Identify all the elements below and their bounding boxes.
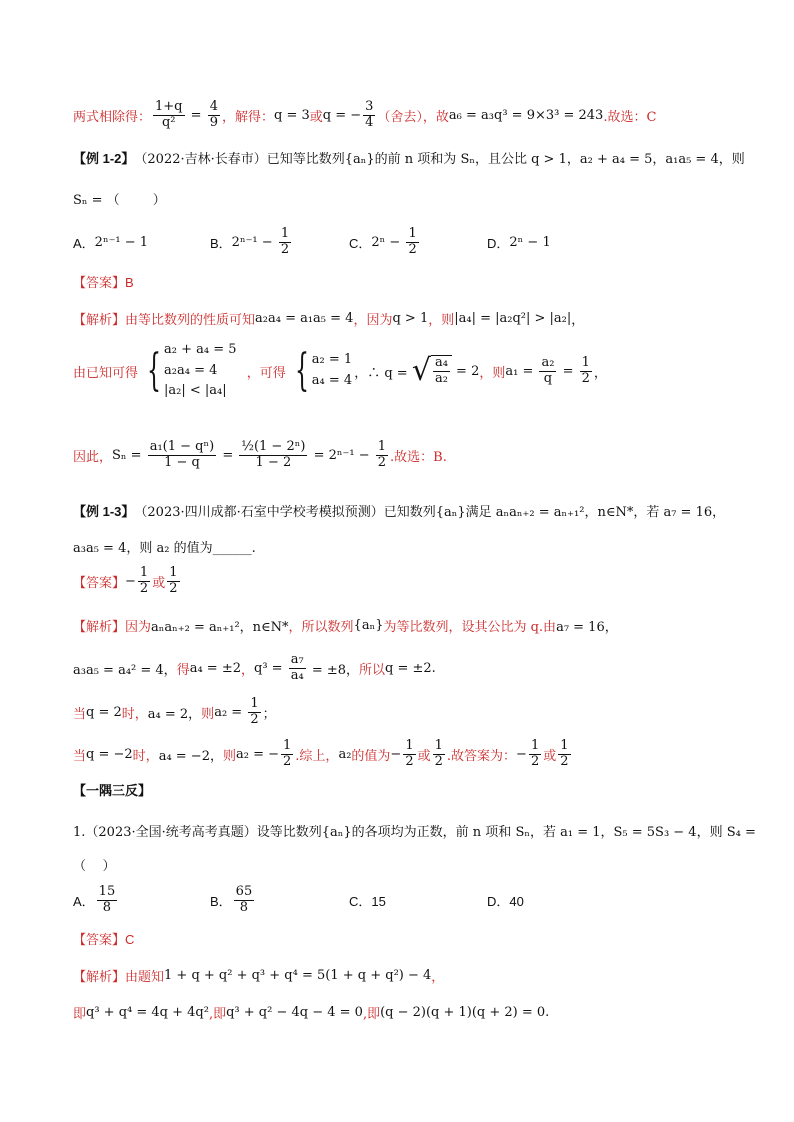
text-segment: ，可得 (238, 365, 286, 381)
fraction (279, 227, 291, 258)
brace-symbol: { (147, 345, 162, 396)
text-segment: （2023·四川成都·石室中学校考模拟预测）已知数列{aₙ}满足 aₙaₙ₊₂ = aₙ₊₁²，n∈N*，若 a₇ = 16， (134, 504, 726, 520)
equation-system (140, 340, 237, 402)
option-C[interactable] (349, 880, 386, 920)
fraction (208, 100, 220, 131)
text-segment: 或 (152, 575, 166, 591)
text-line (73, 435, 447, 475)
text-segment: q = 2 (86, 704, 122, 720)
text-segment: 【解析】由题知 (73, 968, 165, 984)
text-segment: 或 (309, 109, 323, 125)
fraction (138, 566, 150, 597)
system-rows (312, 350, 352, 392)
text-segment: = (218, 447, 238, 463)
text-segment: − (125, 573, 136, 589)
denominator: 4 (365, 114, 374, 130)
fraction (97, 885, 118, 916)
option-D[interactable] (487, 222, 551, 262)
text-segment: |a₄| = |a₂q²| > |a₂| (454, 310, 572, 326)
numerator: 4 (209, 98, 218, 114)
text-segment: = ±8， (307, 662, 360, 678)
text-segment: 【答案】B (73, 274, 134, 290)
fraction (529, 739, 541, 770)
text-segment: B． (210, 235, 232, 251)
text-segment: D．40 (487, 893, 524, 909)
numerator: 15 (98, 883, 116, 899)
text-segment: a₃a₅ = a₄² = 4， (73, 662, 177, 678)
square-root (412, 355, 452, 387)
fraction (433, 356, 450, 387)
text-segment: 或 (543, 748, 557, 764)
text-segment: （舍去），故 (377, 109, 449, 125)
denominator: 2 (250, 711, 259, 727)
text-line (73, 261, 134, 301)
text-segment: 由已知可得 (73, 365, 139, 381)
radical-symbol: √ (411, 353, 431, 388)
denominator: a₂ (434, 371, 448, 386)
numerator: 1 (250, 695, 259, 711)
fraction (148, 440, 216, 471)
text-segment: = (558, 363, 578, 379)
text-segment: ,即 (208, 1006, 227, 1022)
text-segment: 【解析】因为 (73, 618, 152, 634)
option-B[interactable] (210, 880, 256, 920)
system-rows (164, 340, 237, 402)
text-segment: q = ±2. (385, 660, 436, 676)
text-segment: 当 (73, 748, 87, 764)
text-segment: D． (487, 235, 510, 251)
text-segment: a₄ = ±2 (189, 660, 241, 676)
text-segment: 【解析】由等比数列的性质可知 (73, 311, 256, 327)
text-segment: 2ⁿ − 1 (509, 234, 551, 250)
text-segment: Sₙ = （ ） (73, 192, 166, 208)
text-segment: a₇ = 16， (556, 619, 618, 635)
option-A[interactable] (73, 880, 119, 920)
text-line (73, 178, 166, 218)
text-segment: a₆ = a₃q³ = 9×3³ = 243 (448, 107, 604, 123)
fraction (289, 653, 306, 684)
section-label: 【例 1-2】 (73, 150, 135, 166)
text-segment: q = 3 (273, 107, 310, 123)
numerator: 1 (560, 737, 569, 753)
text-segment: 的值为 (351, 748, 391, 764)
text-segment: = (186, 107, 206, 123)
text-line (73, 648, 436, 688)
text-segment: ，所以数列 (288, 619, 354, 635)
text-segment: ， (431, 969, 445, 985)
system-row: a₄ = 4 (311, 373, 353, 388)
text-segment: C． (349, 235, 372, 251)
text-segment: = 2ⁿ⁻¹ − (309, 447, 374, 463)
denominator: 2 (530, 753, 540, 769)
brace-symbol: { (294, 345, 309, 396)
equation-system (288, 345, 353, 396)
denominator: a₄ (290, 667, 304, 683)
numerator: 1+q (155, 98, 183, 114)
text-segment: C．15 (349, 893, 386, 909)
fraction (406, 227, 418, 258)
text-line (73, 137, 745, 177)
text-segment: q > 1 (392, 310, 429, 326)
numerator: ½(1 − 2ⁿ) (241, 438, 306, 454)
text-segment: a₂ = − (236, 746, 280, 762)
text-segment: 则 (201, 706, 215, 722)
text-line (73, 918, 134, 958)
fraction (433, 739, 445, 770)
numerator: 1 (434, 737, 443, 753)
numerator: a₂ (541, 354, 555, 370)
denominator: 2 (169, 580, 178, 596)
text-segment: 时， (121, 706, 148, 722)
denominator: 2 (283, 753, 292, 769)
numerator: 1 (283, 737, 292, 753)
numerator: 1 (581, 354, 590, 370)
text-segment: 当 (73, 706, 87, 722)
text-segment: a₄ = 2， (147, 706, 202, 722)
fraction (239, 440, 307, 471)
text-segment: q³ = (254, 660, 287, 676)
text-segment: .综上， (295, 748, 339, 764)
numerator: 1 (530, 737, 540, 753)
text-segment: 1.（2023·全国·统考高考真题）设等比数列{aₙ}的各项均为正数，前 n 项和 Sₙ，若 a₁ = 1，S₅ = 5S₃ − 4，则 S₄ = (73, 824, 756, 840)
numerator: a₇ (290, 651, 304, 667)
text-segment: − (390, 746, 402, 762)
text-segment: a₁ = (505, 363, 538, 379)
text-segment: B． (210, 893, 232, 909)
option-C[interactable] (349, 222, 421, 262)
numerator: a₄ (434, 355, 448, 371)
numerator: 1 (408, 225, 417, 241)
text-segment: 得 (176, 662, 190, 678)
text-segment: q³ + q⁴ = 4q + 4q² (86, 1004, 209, 1020)
fraction (580, 356, 592, 387)
option-A[interactable] (73, 222, 148, 262)
text-segment: a₄ = −2， (158, 748, 223, 764)
fraction (248, 697, 260, 728)
text-segment: ， (571, 312, 585, 328)
system-row: a₂a₄ = 4 (164, 362, 218, 378)
text-segment: ，∴ q = (354, 365, 412, 381)
denominator: 2 (405, 753, 414, 769)
numerator: 1 (169, 564, 178, 580)
denominator: 2 (377, 454, 387, 470)
text-segment: ，因为 (353, 312, 393, 328)
text-segment: 即 (73, 1006, 87, 1022)
text-segment: (q − 2)(q + 1)(q + 2) = 0. (380, 1004, 550, 1020)
radicand (431, 355, 452, 387)
denominator: 2 (434, 753, 443, 769)
denominator: 2 (560, 753, 569, 769)
text-segment: ,即 (362, 1006, 381, 1022)
fraction (376, 440, 388, 471)
numerator: 1 (280, 225, 290, 241)
numerator: a₁(1 − qⁿ) (149, 438, 215, 454)
text-segment: Sₙ = (112, 447, 146, 463)
system-row: |a₂| < |a₄| (164, 383, 227, 399)
numerator: 1 (405, 737, 414, 753)
text-line (73, 298, 584, 338)
text-line (73, 734, 573, 774)
numerator: 1 (377, 438, 387, 454)
text-segment: ，则 (479, 365, 506, 381)
denominator: 2 (408, 241, 417, 257)
text-segment: 为等比数列，设其公比为 q.由 (383, 619, 557, 635)
text-segment: ， (593, 365, 607, 381)
text-segment: q = − (322, 107, 362, 123)
denominator: q (543, 370, 553, 386)
text-segment: .故选：C (603, 109, 657, 125)
denominator: 9 (209, 114, 218, 130)
text-segment: 【答案】C (73, 931, 135, 947)
text-line (73, 605, 618, 645)
text-segment: {aₙ} (353, 617, 384, 633)
text-segment: .故答案为： (446, 748, 517, 764)
text-segment: a₂a₄ = a₁a₅ = 4 (255, 310, 354, 326)
fraction (153, 100, 185, 131)
text-segment: a₂ (338, 746, 352, 762)
text-line (73, 692, 276, 732)
text-segment: 则 (222, 748, 236, 764)
option-B[interactable] (210, 222, 293, 262)
fraction (234, 885, 255, 916)
denominator: 2 (139, 580, 149, 596)
fraction (281, 739, 293, 770)
text-line (73, 95, 656, 135)
text-segment: 所以 (359, 662, 386, 678)
numerator: 3 (365, 98, 374, 114)
numerator: 65 (235, 883, 253, 899)
text-line (73, 955, 444, 995)
denominator: 8 (239, 899, 249, 915)
section-label: 【一隅三反】 (73, 782, 152, 798)
text-segment: 时， (132, 748, 159, 764)
option-D[interactable] (487, 880, 524, 920)
fraction (539, 356, 556, 387)
text-line (73, 810, 756, 850)
numerator: 1 (139, 564, 149, 580)
text-segment: ，则 (428, 312, 455, 328)
text-line (73, 844, 116, 884)
text-segment: 2ⁿ⁻¹ − 1 (94, 234, 149, 250)
text-segment: aₙaₙ₊₂ = aₙ₊₁²，n∈N* (151, 619, 289, 635)
text-line (73, 526, 256, 566)
text-segment: （ ） (73, 858, 116, 874)
fraction (167, 566, 179, 597)
text-segment: 【答案】 (73, 574, 126, 590)
text-segment: = 2 (451, 363, 480, 379)
fraction (558, 739, 570, 770)
text-segment: a₂ = (214, 704, 247, 720)
text-segment: 2ⁿ − (371, 234, 405, 250)
system-row: a₂ = 1 (311, 352, 353, 368)
text-segment: 或 (417, 748, 431, 764)
denominator: 2 (280, 241, 290, 257)
text-segment: − (516, 746, 527, 762)
denominator: 8 (102, 899, 112, 915)
text-segment: （2022·吉林·长春市）已知等比数列{aₙ}的前 n 项和为 Sₙ，且公比 q > 1，a₂ + a₄ = 5，a₁a₅ = 4，则 (134, 151, 745, 167)
text-line (73, 769, 151, 809)
text-segment: .故选：B. (390, 449, 447, 465)
section-label: 【例 1-3】 (73, 503, 135, 519)
system-row: a₂ + a₄ = 5 (164, 341, 237, 357)
text-line (73, 341, 607, 399)
text-segment: 1 + q + q² + q³ + q⁴ = 5(1 + q + q²) − 4 (164, 967, 432, 983)
text-segment: A． (73, 893, 95, 909)
fraction (403, 739, 415, 770)
fraction (363, 100, 375, 131)
text-line (73, 561, 182, 601)
denominator: q² (161, 114, 176, 130)
text-segment: 两式相除得： (73, 109, 152, 125)
denominator: 1 − q (164, 454, 200, 470)
text-line (73, 490, 725, 530)
text-segment: q = −2 (86, 746, 133, 762)
text-segment: ， (241, 662, 255, 678)
text-segment: a₃a₅ = 4，则 a₂ 的值为______. (73, 540, 256, 556)
text-segment: A． (73, 235, 95, 251)
text-line (73, 992, 549, 1032)
text-segment: ，解得： (221, 109, 274, 125)
text-segment: 因此， (73, 449, 113, 465)
denominator: 1 − 2 (255, 454, 292, 470)
text-segment: ； (262, 706, 276, 722)
text-segment: q³ + q² − 4q − 4 = 0 (226, 1004, 363, 1020)
denominator: 2 (581, 370, 590, 386)
text-segment: 2ⁿ⁻¹ − (231, 234, 277, 250)
